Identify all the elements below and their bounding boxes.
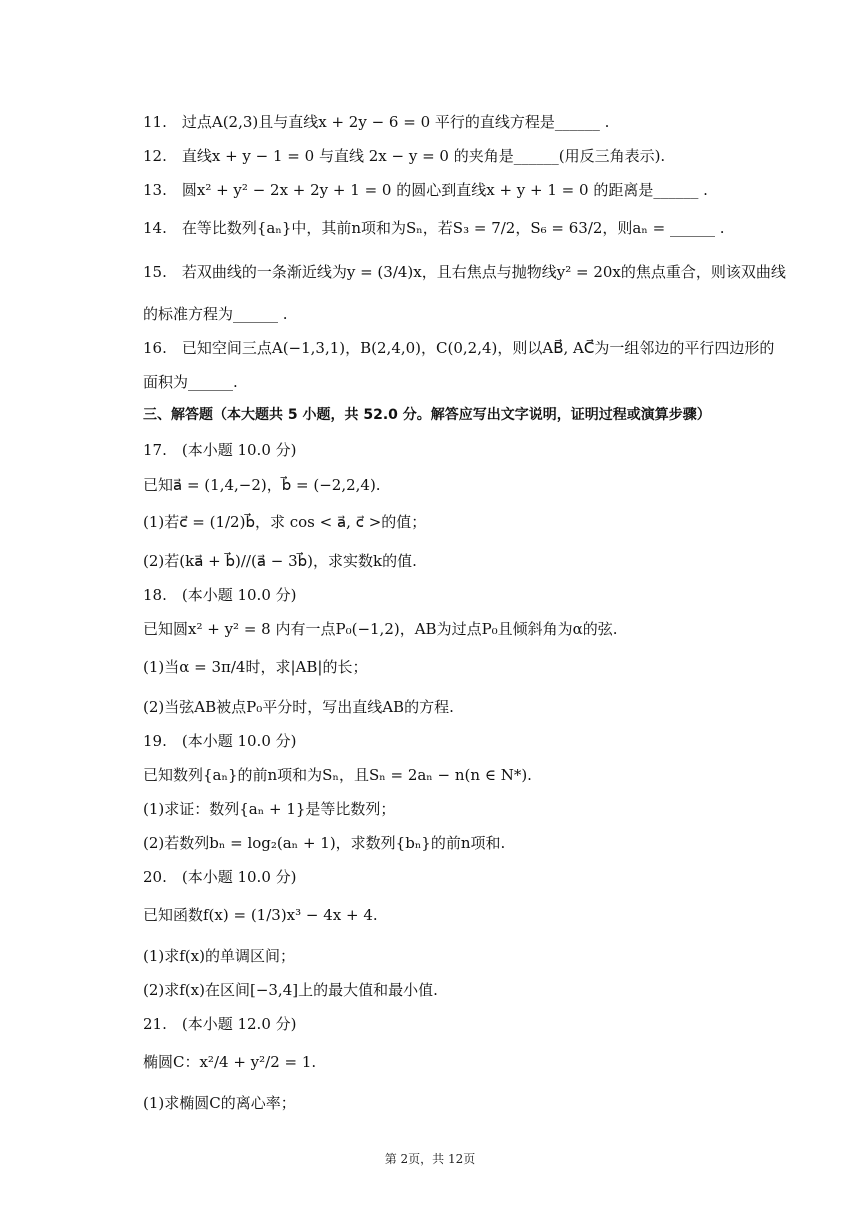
question-18-part1: (1)当α = 3π/4时，求|AB|的长； bbox=[143, 658, 368, 676]
question-19-part1: (1)求证：数列{aₙ + 1}是等比数列； bbox=[143, 800, 396, 818]
question-16: 16. 已知空间三点A(−1,3,1)，B(2,4,0)，C(0,2,4)，则以AB⃗, AC⃗为一组邻边的平行四边形的 bbox=[143, 339, 775, 357]
question-21-given: 椭圆C：x²/4 + y²/2 = 1. bbox=[143, 1053, 317, 1071]
question-19-part2: (2)若数列bₙ = log₂(aₙ + 1)，求数列{bₙ}的前n项和. bbox=[143, 834, 506, 852]
question-18-part2: (2)当弦AB被点P₀平分时，写出直线AB的方程. bbox=[143, 698, 454, 716]
question-19-given: 已知数列{aₙ}的前n项和为Sₙ，且Sₙ = 2aₙ − n(n ∈ N*). bbox=[143, 766, 532, 784]
question-18-given: 已知圆x² + y² = 8 内有一点P₀(−1,2)，AB为过点P₀且倾斜角为α的弦. bbox=[143, 620, 618, 638]
question-17-given: 已知a⃗ = (1,4,−2)，b⃗ = (−2,2,4). bbox=[143, 476, 381, 494]
page-footer: 第 2页，共 12页 bbox=[384, 1152, 476, 1166]
question-21-part1: (1)求椭圆C的离心率； bbox=[143, 1094, 296, 1112]
question-20-given: 已知函数f(x) = (1/3)x³ − 4x + 4. bbox=[143, 906, 378, 924]
question-20-part1: (1)求f(x)的单调区间； bbox=[143, 947, 295, 965]
question-12: 12. 直线x + y − 1 = 0 与直线 2x − y = 0 的夹角是______(用反三角表示). bbox=[143, 147, 666, 165]
question-17-part1: (1)若c⃗ = (1/2)b⃗，求 cos < a⃗, c⃗ >的值； bbox=[143, 513, 427, 531]
question-11: 11. 过点A(2,3)且与直线x + 2y − 6 = 0 平行的直线方程是______ . bbox=[143, 113, 610, 131]
question-16-cont: 面积为______. bbox=[143, 373, 238, 391]
question-17-header: 17. (本小题 10.0 分) bbox=[143, 441, 297, 459]
question-15: 15. 若双曲线的一条渐近线为y = (3/4)x，且右焦点与抛物线y² = 20x的焦点重合，则该双曲线 bbox=[143, 263, 786, 281]
question-19-header: 19. (本小题 10.0 分) bbox=[143, 732, 297, 750]
question-14: 14. 在等比数列{aₙ}中，其前n项和为Sₙ，若S₃ = 7/2，S₆ = 63/2，则aₙ = ______ . bbox=[143, 219, 725, 237]
question-18-header: 18. (本小题 10.0 分) bbox=[143, 586, 297, 604]
question-17-part2: (2)若(ka⃗ + b⃗)//(a⃗ − 3b⃗)，求实数k的值. bbox=[143, 552, 417, 570]
question-15-cont: 的标准方程为______ . bbox=[143, 305, 288, 323]
question-13: 13. 圆x² + y² − 2x + 2y + 1 = 0 的圆心到直线x + y + 1 = 0 的距离是______ . bbox=[143, 181, 708, 199]
section-heading: 三、解答题（本大题共 5 小题，共 52.0 分。解答应写出文字说明，证明过程或演算步骤） bbox=[143, 407, 711, 423]
question-20-part2: (2)求f(x)在区间[−3,4]上的最大值和最小值. bbox=[143, 981, 438, 999]
question-21-header: 21. (本小题 12.0 分) bbox=[143, 1015, 297, 1033]
question-20-header: 20. (本小题 10.0 分) bbox=[143, 868, 297, 886]
